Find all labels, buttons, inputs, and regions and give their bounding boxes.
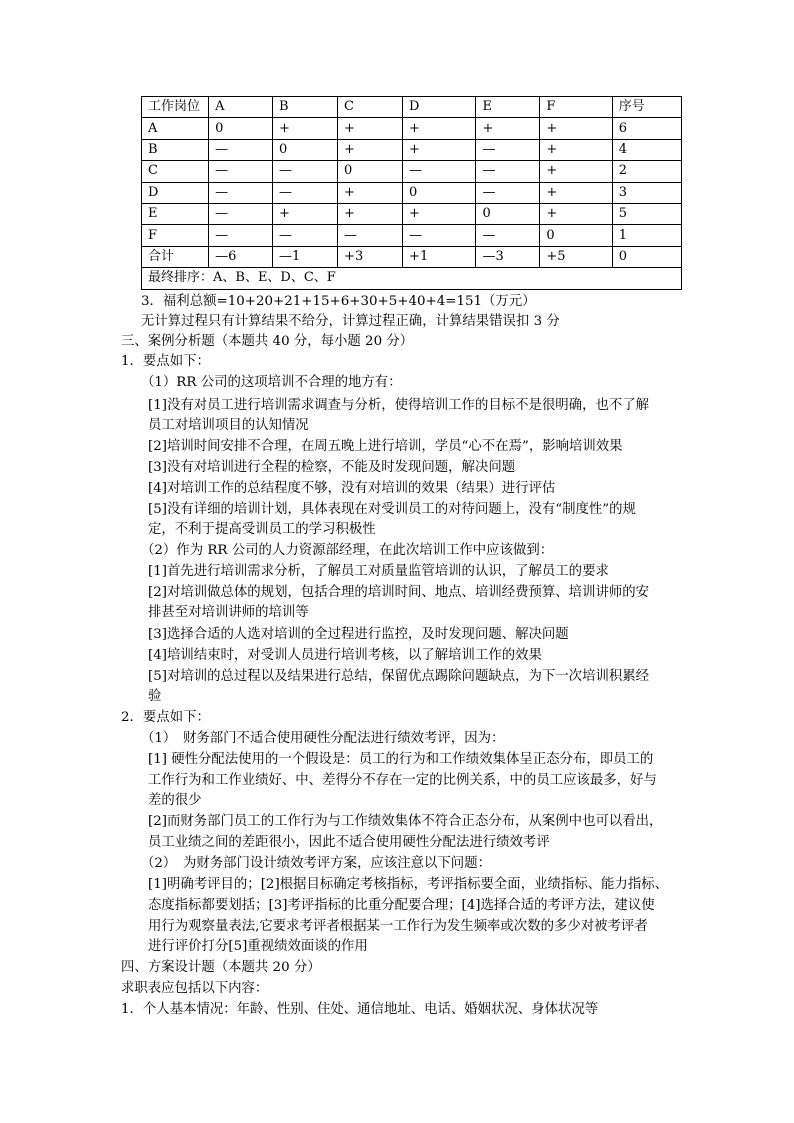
text-line: 2．要点如下： [121,710,210,725]
text-line: 用行为观察量表法,它要求考评者根据某一工作行为发生频率或次数的多少对被考评者 [148,919,648,934]
table-cell: +5 [540,246,612,267]
table-row [142,118,682,139]
table-cell: — [273,182,338,203]
table-cell: 0 [476,203,540,224]
subheading: （2）作为 RR 公司的人力资源部经理，在此次培训工作中应该做到： [141,543,554,558]
table-cell: —6 [209,246,273,267]
text-line: 定，不利于提高受训员工的学习积极性 [148,522,376,537]
table-cell: —3 [476,246,540,267]
table-cell: 合计 [142,246,209,267]
table-cell: +3 [338,246,403,267]
text-line: [2]培训时间安排不合理，在周五晚上进行培训，学员“心不在焉”，影响培训效果 [148,439,623,454]
table-cell: — [476,225,540,246]
text-line: [4]对培训工作的总结程度不够，没有对培训的效果（结果）进行评估 [148,481,556,496]
table-cell: 5 [612,203,681,224]
text-line: 差的很少 [148,793,202,808]
table-cell: — [476,161,540,182]
text-line: 排甚至对培训讲师的培训等 [148,605,309,620]
table-cell: + [476,118,540,139]
table-cell: — [338,225,403,246]
table-cell: + [273,203,338,224]
table-cell: + [540,161,612,182]
table-cell: 0 [338,161,403,182]
table-cell: + [338,139,403,160]
text-line: [1] 硬性分配法使用的一个假设是：员工的行为和工作绩效集体呈正态分布，即员工的 [148,752,654,767]
table-header-cell: E [476,97,540,118]
table-header-cell: 序号 [612,97,681,118]
table-cell: + [540,203,612,224]
final-order-cell: 最终排序：A、B、E、D、C、F [142,268,682,289]
text-line: [3]没有对培训进行全程的检察，不能及时发现问题，解决问题 [148,460,516,475]
text-line: 态度指标都要划括；[3]考评指标的比重分配要合理；[4]选择合适的考评方法，建议使 [148,898,655,913]
section-heading: 三、案例分析题（本题共 40 分，每小题 20 分） [121,334,414,349]
text-line: 验 [148,689,162,704]
table-footer-row [142,268,682,289]
table-cell: + [540,182,612,203]
table-cell: + [338,118,403,139]
table-header-cell: 工作岗位 [142,97,209,118]
table-cell: — [403,225,476,246]
table-cell: 3 [612,182,681,203]
table-cell: 2 [612,161,681,182]
table-header-row [142,97,682,118]
table-cell: + [540,118,612,139]
table-cell: + [273,118,338,139]
table-cell: A [142,118,209,139]
table-row [142,225,682,246]
table-cell: — [273,225,338,246]
subheading: （1）RR 公司的这项培训不合理的地方有： [141,375,402,390]
text-line: 求职表应包括以下内容： [121,981,269,996]
text-line: 员工业绩之间的差距很小，因此不适合使用硬性分配法进行绩效考评 [148,835,550,850]
table-header-cell: D [403,97,476,118]
table-cell: + [338,182,403,203]
table-cell: 0 [540,225,612,246]
text-line: [5]对培训的总过程以及结果进行总结，保留优点踢除问题缺点，为下一次培训积累经 [148,669,650,684]
text-line: [2]而财务部门员工的工作行为与工作绩效集体不符合正态分布，从案例中也可以看出， [148,814,663,829]
table-cell: — [209,225,273,246]
text-line: 员工对培训项目的认知情况 [148,418,309,433]
table-cell: — [403,161,476,182]
table-cell: — [209,161,273,182]
text-line: [4]培训结束时，对受训人员进行培训考核，以了解培训工作的效果 [148,648,542,663]
table-cell: B [142,139,209,160]
table-row [142,161,682,182]
table-cell: 0 [403,182,476,203]
table-header-cell: B [273,97,338,118]
text-line: 进行评价打分[5]重视绩效面谈的作用 [148,939,368,954]
table-header-cell: F [540,97,612,118]
table-cell: + [403,139,476,160]
subheading: （1） 财务部门不适合使用硬性分配法进行绩效考评，因为： [141,731,505,746]
subheading: （2） 为财务部门设计绩效考评方案，应该注意以下问题： [141,856,491,871]
table-cell: C [142,161,209,182]
table-cell: D [142,182,209,203]
text-line: [3]选择合适的人选对培训的全过程进行监控，及时发现问题、解决问题 [148,627,569,642]
table-cell: +1 [403,246,476,267]
table-row [142,139,682,160]
table-row [142,182,682,203]
table-cell: 6 [612,118,681,139]
table-cell: — [209,203,273,224]
table-cell: + [540,139,612,160]
table-cell: 0 [209,118,273,139]
table-header-cell: C [338,97,403,118]
table-header-cell: A [209,97,273,118]
section-heading: 四、方案设计题（本题共 20 分） [121,960,321,975]
table-row [142,246,682,267]
table-cell: — [476,182,540,203]
table-cell: F [142,225,209,246]
table-cell: —1 [273,246,338,267]
table-cell: — [209,139,273,160]
table-cell: — [273,161,338,182]
table-cell: E [142,203,209,224]
table-cell: — [476,139,540,160]
table-cell: 0 [612,246,681,267]
text-line: [1]明确考评目的；[2]根据目标确定考核指标，考评指标要全面，业绩指标、能力指标、 [148,877,668,892]
table-row [142,203,682,224]
table-cell: 0 [273,139,338,160]
table-cell: + [403,203,476,224]
text-line: 1．个人基本情况：年龄、性别、住处、通信地址、电话、婚姻状况、身体状况等 [121,1002,599,1017]
ranking-table [141,96,682,290]
table-cell: + [403,118,476,139]
table-cell: — [209,182,273,203]
table-cell: 1 [612,225,681,246]
text-line: 工作行为和工作业绩好、中、差得分不存在一定的比例关系，中的员工应该最多，好与 [148,773,657,788]
text-line: 无计算过程只有计算结果不给分，计算过程正确，计算结果错误扣 3 分 [141,314,560,329]
text-line: [5]没有详细的培训计划，具体表现在对受训员工的对待问题上，没有“制度性”的规 [148,502,636,517]
table-cell: 4 [612,139,681,160]
text-line: 3．福利总额=10+20+21+15+6+30+5+40+4=151（万元） [141,294,536,309]
text-line: [1]没有对员工进行培训需求调查与分析，使得培训工作的目标不是很明确，也不了解 [148,398,650,413]
table-cell: + [338,203,403,224]
text-line: [1]首先进行培训需求分析，了解员工对质量监管培训的认识，了解员工的要求 [148,564,609,579]
text-line: 1．要点如下： [121,354,210,369]
text-line: [2]对培训做总体的规划，包括合理的培训时间、地点、培训经费预算、培训讲师的安 [148,585,650,600]
